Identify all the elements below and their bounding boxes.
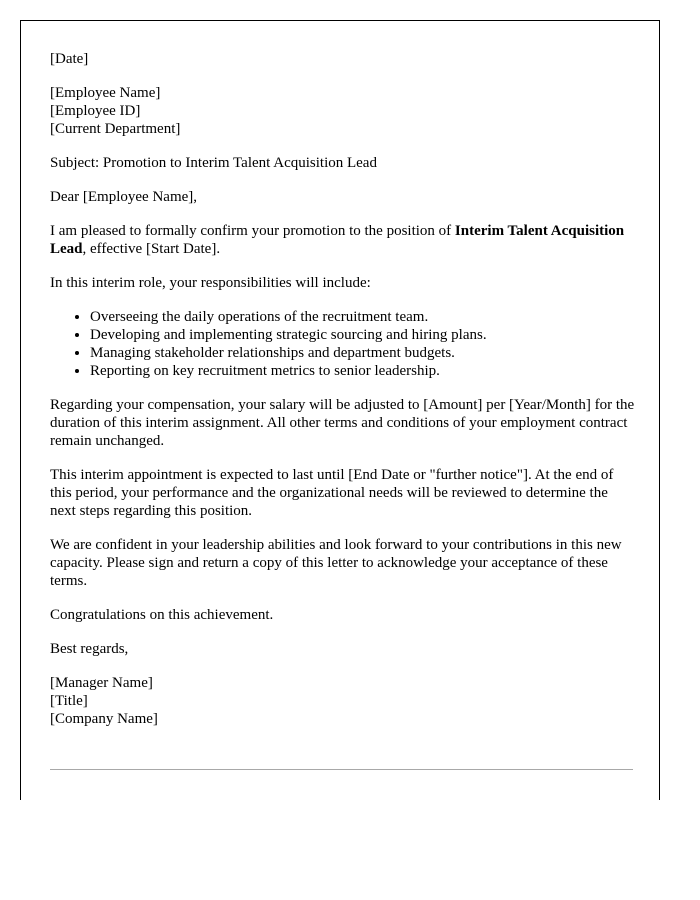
congratulations-paragraph: Congratulations on this achievement. — [50, 607, 274, 623]
recipient-block — [50, 84, 635, 138]
responsibilities-list — [50, 308, 635, 380]
letter-page — [20, 20, 660, 800]
intro-text-after: , effective [Start Date]. — [82, 241, 221, 257]
manager-title: [Title] — [50, 693, 88, 709]
confidence-paragraph: We are confident in your leadership abilities and look forward to your contributions in this new capacity. Please sign and return a copy of this letter to acknowledge your acceptance of these terms. — [50, 537, 622, 589]
duration-paragraph: This interim appointment is expected to last until [End Date or "further notice"]. At the end of this period, your performance and the organizational needs will be reviewed to determine the next steps regarding this position. — [50, 467, 614, 519]
intro-text-before: I am pleased to formally confirm your promotion to the position of — [50, 223, 455, 239]
position-title: Interim Talent Acquisition Lead — [50, 223, 625, 257]
footer-divider — [50, 769, 633, 770]
employee-name: [Employee Name] — [50, 85, 161, 101]
employee-id: [Employee ID] — [50, 103, 141, 119]
letter-subject: Subject: Promotion to Interim Talent Acquisition Lead — [50, 155, 377, 171]
company-name: [Company Name] — [50, 711, 158, 727]
list-item: • Developing and implementing strategic sourcing and hiring plans. — [90, 326, 635, 344]
list-item: • Overseeing the daily operations of the recruitment team. — [90, 308, 635, 326]
letter-date: [Date] — [50, 51, 89, 67]
list-item: • Managing stakeholder relationships and department budgets. — [90, 344, 635, 362]
current-department: [Current Department] — [50, 121, 181, 137]
signature-block — [50, 674, 635, 728]
letter-greeting: Dear [Employee Name], — [50, 189, 198, 205]
closing-line: Best regards, — [50, 641, 129, 657]
intro-paragraph — [50, 222, 635, 258]
manager-name: [Manager Name] — [50, 675, 153, 691]
list-item: • Reporting on key recruitment metrics to senior leadership. — [90, 362, 635, 380]
letter-body — [50, 50, 635, 744]
compensation-paragraph: Regarding your compensation, your salary will be adjusted to [Amount] per [Year/Month] for the duration of this interim assignment. All other terms and conditions of your employment contract remain unchanged. — [50, 397, 635, 449]
responsibilities-intro: In this interim role, your responsibilities will include: — [50, 275, 371, 291]
